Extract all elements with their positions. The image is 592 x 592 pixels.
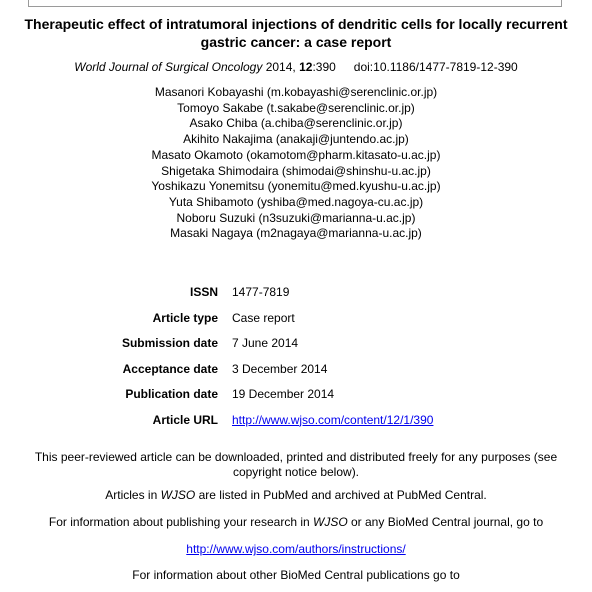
meta-label: ISSN <box>189 285 218 299</box>
article-title: Therapeutic effect of intratumoral injections of dendritic cells for locally recurrent gastric cancer: a case report <box>24 16 568 50</box>
article-metadata <box>0 285 592 438</box>
author-item: Akihito Nakajima (anakaji@juntendo.ac.jp) <box>183 132 409 147</box>
author-item: Masaki Nagaya (m2nagaya@marianna-u.ac.jp) <box>170 226 422 241</box>
author-item: Masanori Kobayashi (m.kobayashi@serenclinic.or.jp) <box>154 85 438 99</box>
instructions-link[interactable]: http://www.wjso.com/authors/instructions/ <box>186 542 406 556</box>
meta-row-submission-date <box>0 336 592 362</box>
author-item: Shigetaka Shimodaira (shimodai@shinshu-u.ac.jp) <box>161 163 431 178</box>
meta-label: Article URL <box>152 412 218 427</box>
header-box <box>28 0 562 7</box>
peer-review-notice: This peer-reviewed article can be downloaded, printed and distributed freely for any purposes (see copyright notice below). <box>34 450 558 479</box>
meta-row-publication-date <box>0 387 592 413</box>
meta-row-article-url <box>0 413 592 439</box>
instructions-link-row <box>22 542 570 557</box>
author-item: Tomoyo Sakabe (t.sakabe@serenclinic.or.jp) <box>177 100 415 115</box>
meta-label: Article type <box>152 310 218 325</box>
meta-row-acceptance-date <box>0 362 592 388</box>
journal-abbrev: WJSO <box>313 515 348 529</box>
author-item: Asako Chiba (a.chiba@serenclinic.or.jp) <box>189 116 403 131</box>
citation-line <box>0 60 592 75</box>
article-url-link[interactable]: http://www.wjso.com/content/12/1/390 <box>232 412 434 427</box>
meta-label: Submission date <box>121 336 218 350</box>
citation-article: :390 <box>312 60 336 74</box>
notice-text: are listed in PubMed and archived at PubMed Central. <box>195 488 487 502</box>
author-item: Noboru Suzuki (n3suzuki@marianna-u.ac.jp) <box>176 210 416 225</box>
author-item: Masato Okamoto (okamotom@pharm.kitasato-u.ac.jp) <box>151 147 441 162</box>
citation-year: 2014, <box>265 60 296 74</box>
meta-value: 1477-7819 <box>232 285 290 299</box>
notice-text: or any BioMed Central journal, go to <box>347 515 544 529</box>
citation-volume: 12 <box>299 60 313 74</box>
meta-value: 3 December 2014 <box>232 361 328 376</box>
pubmed-notice <box>22 488 570 503</box>
meta-row-issn <box>0 285 592 311</box>
journal-name: World Journal of Surgical Oncology <box>74 60 263 74</box>
author-item: Yuta Shibamoto (yshiba@med.nagoya-cu.ac.jp) <box>168 194 424 209</box>
notice-text: For information about publishing your research in <box>48 515 313 529</box>
publishing-info <box>22 515 570 530</box>
journal-abbrev: WJSO <box>160 488 196 502</box>
notice-text: Articles in <box>105 488 161 502</box>
meta-value: 19 December 2014 <box>232 387 335 401</box>
meta-label: Publication date <box>125 387 218 401</box>
meta-value: Case report <box>232 310 295 325</box>
meta-value: 7 June 2014 <box>232 336 299 350</box>
meta-label: Acceptance date <box>122 361 218 376</box>
meta-row-article-type <box>0 311 592 337</box>
citation-doi: doi:10.1186/1477-7819-12-390 <box>353 60 518 74</box>
other-publications-notice: For information about other BioMed Central publications go to <box>132 568 460 582</box>
author-item: Yoshikazu Yonemitsu (yonemitu@med.kyushu-u.ac.jp) <box>151 179 441 194</box>
author-list <box>0 85 592 242</box>
